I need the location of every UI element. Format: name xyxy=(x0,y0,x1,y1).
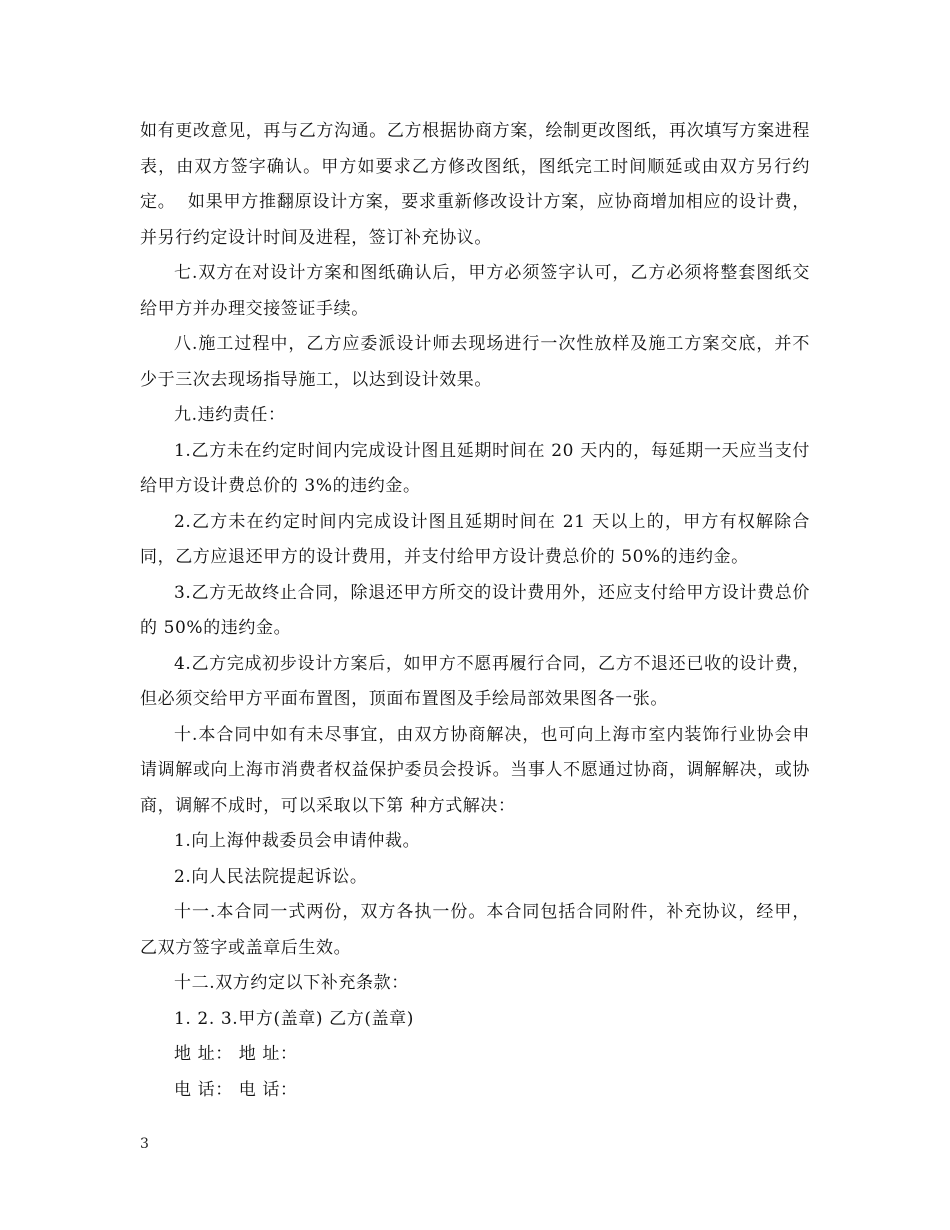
paragraph-clause-8: 八.施工过程中，乙方应委派设计师去现场进行一次性放样及施工方案交底，并不少于三次去现场指导施工，以达到设计效果。 xyxy=(140,334,810,390)
paragraph-clause-10: 十.本合同中如有未尽事宜，由双方协商解决，也可向上海市室内装饰行业协会申请调解或向上海市消费者权益保护委员会投诉。当事人不愿通过协商，调解解决，或协商，调解不成时，可以采取以下第 种方式解决： xyxy=(140,724,810,816)
paragraph-clause-9-item-3: 3.乙方无故终止合同，除退还甲方所交的设计费用外，还应支付给甲方设计费总价的 50%的违约金。 xyxy=(140,582,810,638)
paragraph-clause-9-item-1: 1.乙方未在约定时间内完成设计图且延期时间在 20 天内的，每延期一天应当支付给甲方设计费总价的 3%的违约金。 xyxy=(140,440,810,496)
paragraph-clause-9-heading: 九.违约责任： xyxy=(174,405,286,425)
signature-line: 1. 2. 3.甲方(盖章) 乙方(盖章) xyxy=(174,1008,414,1029)
paragraph-clause-10-option-2: 2.向人民法院提起诉讼。 xyxy=(174,866,368,887)
paragraph-clause-11: 十一.本合同一式两份，双方各执一份。本合同包括合同附件，补充协议，经甲，乙双方签字或盖章后生效。 xyxy=(140,902,810,958)
document-body xyxy=(140,114,810,1108)
paragraph-clause-7: 七.双方在对设计方案和图纸确认后，甲方必须签字认可，乙方必须将整套图纸交给甲方并办理交接签证手续。 xyxy=(140,263,810,319)
address-line: 地 址： 地 址： xyxy=(174,1044,298,1064)
phone-line: 电 话： 电 话： xyxy=(174,1079,298,1100)
page-number: 3 xyxy=(140,1136,149,1152)
paragraph-design-changes: 如有更改意见，再与乙方沟通。乙方根据协商方案，绘制更改图纸，再次填写方案进程表，由双方签字确认。甲方如要求乙方修改图纸，图纸完工时间顺延或由双方另行约定。 如果甲方推翻原设计方案，要求重新修改设计方案，应协商增加相应的设计费，并另行约定设计时间及进程，签订补充协议。 xyxy=(140,121,810,248)
paragraph-clause-12: 十二.双方约定以下补充条款： xyxy=(174,973,409,993)
paragraph-clause-9-item-4: 4.乙方完成初步设计方案后，如甲方不愿再履行合同，乙方不退还已收的设计费，但必须交给甲方平面布置图，顶面布置图及手绘局部效果图各一张。 xyxy=(140,653,810,709)
paragraph-clause-9-item-2: 2.乙方未在约定时间内完成设计图且延期时间在 21 天以上的，甲方有权解除合同，乙方应退还甲方的设计费用，并支付给甲方设计费总价的 50%的违约金。 xyxy=(140,511,810,567)
paragraph-clause-10-option-1: 1.向上海仲裁委员会申请仲裁。 xyxy=(174,831,421,851)
